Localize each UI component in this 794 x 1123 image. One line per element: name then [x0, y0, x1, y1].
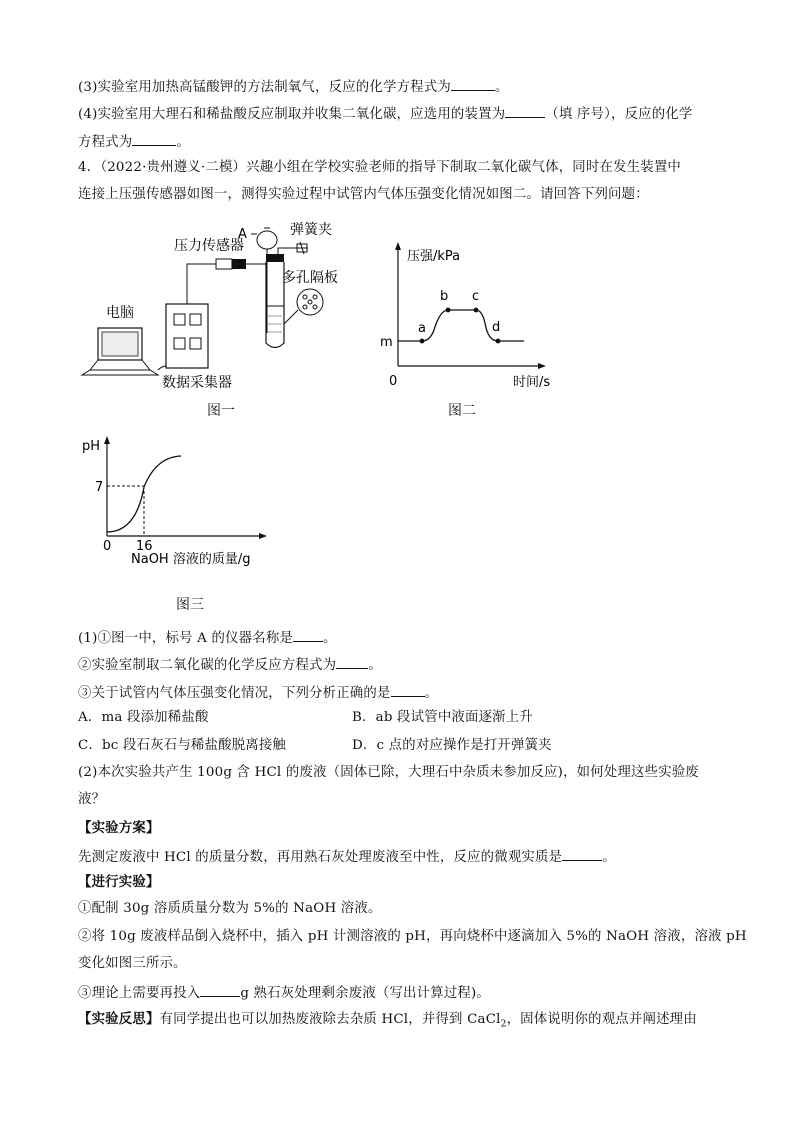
question-4: (4)实验室用大理石和稀盐酸反应制取并收集二氧化碳，应选用的装置为 （填 序号），反应的化学 — [78, 103, 693, 124]
fig1-label-plate: 多孔隔板 — [282, 270, 338, 286]
figure-1-caption: 图一 — [207, 403, 235, 419]
fig1-label-pc: 电脑 — [106, 305, 134, 321]
fig2-d: d — [492, 320, 501, 335]
question-3: (3)实验室用加热高锰酸钾的方法制氧气，反应的化学方程式为 。 — [78, 76, 509, 97]
fig3-origin: 0 — [103, 539, 112, 554]
question-4-cont: 方程式为 。 — [78, 131, 190, 152]
test-tube-icon — [266, 254, 284, 348]
fig2-b: b — [440, 289, 449, 304]
fig3-tick7: 7 — [95, 480, 104, 495]
experiment-step-3: ③理论上需要再投入 g 熟石灰处理剩余废液（写出计算过程)。 — [78, 982, 490, 1003]
point-c — [474, 308, 479, 313]
experiment-step-2-cont: 变化如图三所示。 — [78, 956, 187, 971]
porous-plate-icon — [297, 289, 323, 315]
figure-1-apparatus — [76, 218, 376, 398]
pressure-curve — [398, 310, 524, 341]
fig1-label-A: A — [238, 227, 247, 242]
reflection: 【实验反思】有同学提出也可以加热废液除去杂质 HCl，并得到 CaCl$_2$，固体说明你的观点并阐述理由 — [78, 1011, 697, 1030]
figure-3-caption: 图三 — [176, 597, 204, 613]
fig2-origin: 0 — [389, 374, 398, 389]
experiment-step-2: ②将 10g 废液样品倒入烧杯中，插入 pH 计测溶液的 pH，再向烧杯中逐滴加入 5%的 NaOH 溶液，溶液 pH — [78, 929, 747, 944]
data-collector-icon — [166, 304, 208, 368]
section-experiment-heading: 【进行实验】 — [78, 874, 160, 890]
answer-blank[interactable] — [505, 103, 545, 118]
answer-blank[interactable] — [336, 654, 368, 669]
point-d — [496, 339, 501, 344]
subq-1-2: ②实验室制取二氧化碳的化学反应方程式为 。 — [78, 654, 382, 675]
figure-3-ph-chart — [76, 432, 276, 572]
subq-1-3: ③关于试管内气体压强变化情况，下列分析正确的是 。 — [78, 682, 438, 703]
problem-4-stem-cont: 连接上压强传感器如图一，测得实验过程中试管内气体压强变化情况如图二。请回答下列问题： — [78, 187, 649, 202]
option-C[interactable]: C．bc 段石灰石与稀盐酸脱离接触 — [78, 738, 287, 753]
funnel-icon — [251, 228, 277, 333]
answer-blank[interactable] — [391, 682, 425, 697]
fig2-xlabel: 时间/s — [513, 375, 551, 390]
fig2-c: c — [472, 289, 480, 304]
fig3-ylabel: pH — [82, 439, 101, 454]
option-A[interactable]: A．ma 段添加稀盐酸 — [78, 710, 209, 725]
section-plan-heading: 【实验方案】 — [78, 820, 160, 836]
fig1-label-spring: 弹簧夹 — [290, 222, 332, 238]
fig2-m: m — [380, 335, 393, 350]
answer-blank[interactable] — [132, 131, 176, 146]
subq-2: (2)本次实验共产生 100g 含 HCl 的废液（固体已除，大理石中杂质未参加反应)，如何处理这些实验废 — [78, 765, 699, 780]
experiment-step-1: ①配制 30g 溶质质量分数为 5%的 NaOH 溶液。 — [78, 901, 382, 916]
fig1-label-sensor: 压力传感器 — [174, 238, 244, 254]
option-D[interactable]: D．c 点的对应操作是打开弹簧夹 — [352, 738, 552, 753]
problem-4-stem: 4．（2022·贵州遵义·二模）兴趣小组在学校实验老师的指导下制取二氧化碳气体，同时在发生装置中 — [78, 160, 682, 175]
fig3-xlabel: NaOH 溶液的质量/g — [131, 552, 251, 567]
fig2-a: a — [418, 321, 426, 336]
answer-blank[interactable] — [451, 76, 495, 91]
fig3-tick16: 16 — [136, 539, 153, 554]
pressure-sensor-icon — [216, 259, 246, 269]
plan-text: 先测定废液中 HCl 的质量分数，再用熟石灰处理废液至中性，反应的微观实质是 。 — [78, 846, 616, 867]
subq-1-1: (1)①图一中，标号 A 的仪器名称是 。 — [78, 627, 337, 648]
option-B[interactable]: B．ab 段试管中液面逐渐上升 — [352, 710, 533, 725]
answer-blank[interactable] — [293, 627, 323, 642]
figure-2-caption: 图二 — [448, 403, 476, 419]
fig1-label-collector: 数据采集器 — [162, 375, 232, 391]
point-a — [420, 339, 425, 344]
computer-icon — [82, 328, 158, 375]
point-b — [446, 308, 451, 313]
answer-blank[interactable] — [562, 846, 602, 861]
figure-2-pressure-chart — [370, 238, 570, 392]
answer-blank[interactable] — [200, 982, 240, 997]
subq-2-cont: 液？ — [78, 792, 106, 807]
fig2-ylabel: 压强/kPa — [407, 249, 461, 264]
